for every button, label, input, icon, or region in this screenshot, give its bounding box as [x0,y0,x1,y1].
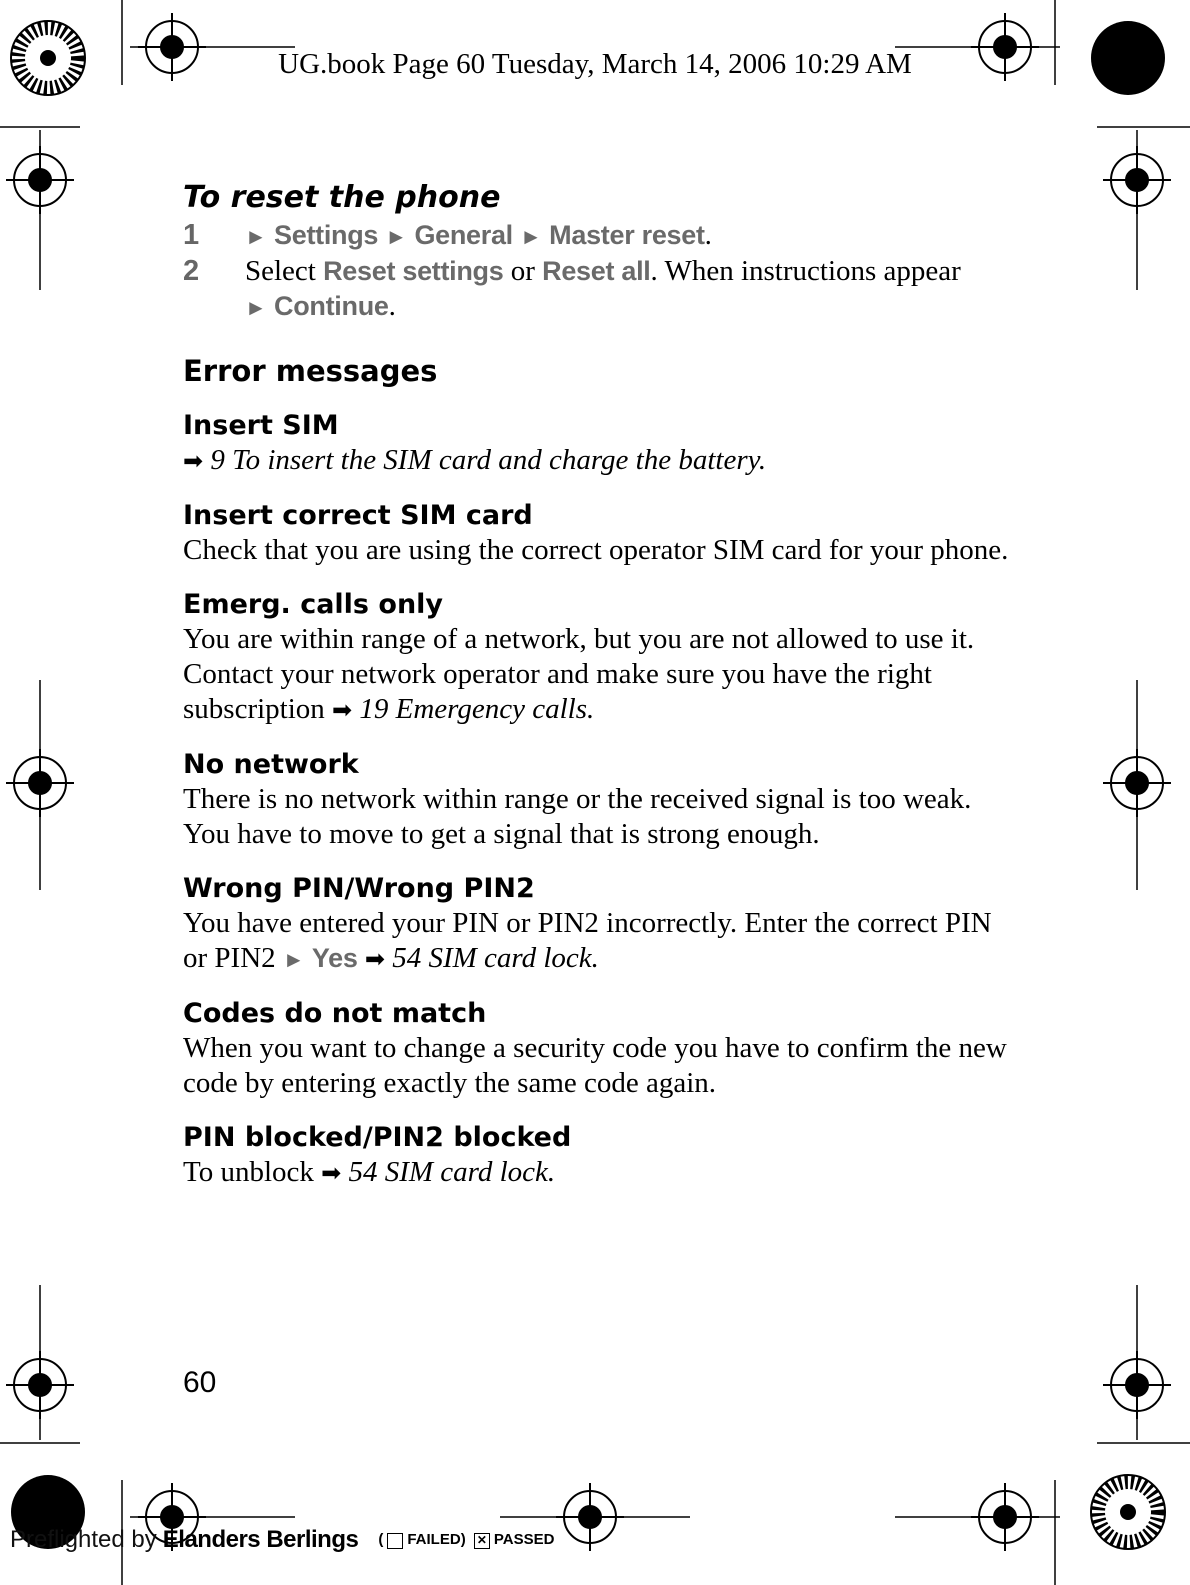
menu-arrow-icon: ► [385,224,408,249]
wrong-pin-title: Wrong PIN/Wrong PIN2 [183,873,535,904]
step-text [245,218,712,254]
step-1 [183,218,1013,254]
step-2 [183,254,1013,325]
menu-item-general: General [414,220,513,250]
menu-item-settings: Settings [274,220,379,250]
text: To unblock [183,1156,314,1188]
page-header: UG.book Page 60 Tuesday, March 14, 2006 10:29 AM [278,48,912,80]
step-number: 2 [183,255,200,287]
punctuation: . [704,219,712,251]
insert-sim-title: Insert SIM [183,410,339,441]
page-number: 60 [183,1366,217,1399]
passed-label: PASSED [493,1531,555,1549]
insert-correct-sim-title: Insert correct SIM card [183,500,533,531]
cross-reference-arrow-icon: ➡ [332,696,353,724]
checked-box-icon: ✕ [474,1533,490,1549]
menu-arrow-icon: ► [520,224,542,249]
menu-arrow-icon: ► [282,947,305,972]
text: You have entered your PIN or PIN2 incorrectly. Enter the correct PIN or PIN2 [183,907,992,974]
wrong-pin-body [183,906,1013,977]
preflight-status: ( FAILED) ✕ PASSED [378,1531,555,1549]
menu-item-master-reset: Master reset [549,220,705,250]
menu-item-reset-all: Reset all [542,256,651,286]
step-text [245,254,961,325]
brand-name: Elanders Berlings [162,1526,359,1553]
codes-do-not-match-body: When you want to change a security code you have to confirm the new code by entering exactly the same code again. [183,1032,1007,1099]
failed-label: FAILED [407,1531,461,1549]
text: Select [245,255,324,287]
cross-reference: 19 Emergency calls. [359,693,595,725]
pin-blocked-body [183,1155,1013,1191]
punctuation: . [388,290,396,322]
no-network-body: There is no network within range or the received signal is too weak. You have to move to get a signal that is strong enough. [183,783,972,850]
no-network-title: No network [183,749,359,780]
preflight-label: Preflighted by [10,1526,157,1553]
unchecked-box-icon [387,1533,403,1549]
menu-item-reset-settings: Reset settings [323,256,504,286]
menu-item-yes: Yes [311,943,358,973]
insert-sim-body [183,443,1013,479]
cross-reference: 54 SIM card lock. [392,942,599,974]
error-messages-title: Error messages [183,354,438,388]
page-content [183,178,1013,1191]
cross-reference-arrow-icon: ➡ [183,447,204,475]
text: You are within range of a network, but you are not allowed to use it. Contact your network operator and make sure you have the right subscription [183,623,975,725]
text: or [503,255,543,287]
step-number: 1 [183,219,200,251]
text: . When instructions appear [650,255,961,287]
cross-reference-arrow-icon: ➡ [364,945,385,973]
menu-arrow-icon: ► [245,224,267,249]
emerg-calls-title: Emerg. calls only [183,589,444,620]
menu-arrow-icon: ► [245,295,267,320]
reset-title: To reset the phone [183,180,501,215]
pin-blocked-title: PIN blocked/PIN2 blocked [183,1122,572,1153]
cross-reference-arrow-icon: ➡ [321,1159,342,1187]
cross-reference: 9 To insert the SIM card and charge the battery. [210,444,767,476]
menu-item-continue: Continue [274,291,389,321]
preflight-footer [10,1526,554,1554]
cross-reference: 54 SIM card lock. [348,1156,556,1188]
emerg-calls-body [183,622,1013,728]
insert-correct-sim-body: Check that you are using the correct operator SIM card for your phone. [183,534,1009,566]
codes-do-not-match-title: Codes do not match [183,998,487,1029]
